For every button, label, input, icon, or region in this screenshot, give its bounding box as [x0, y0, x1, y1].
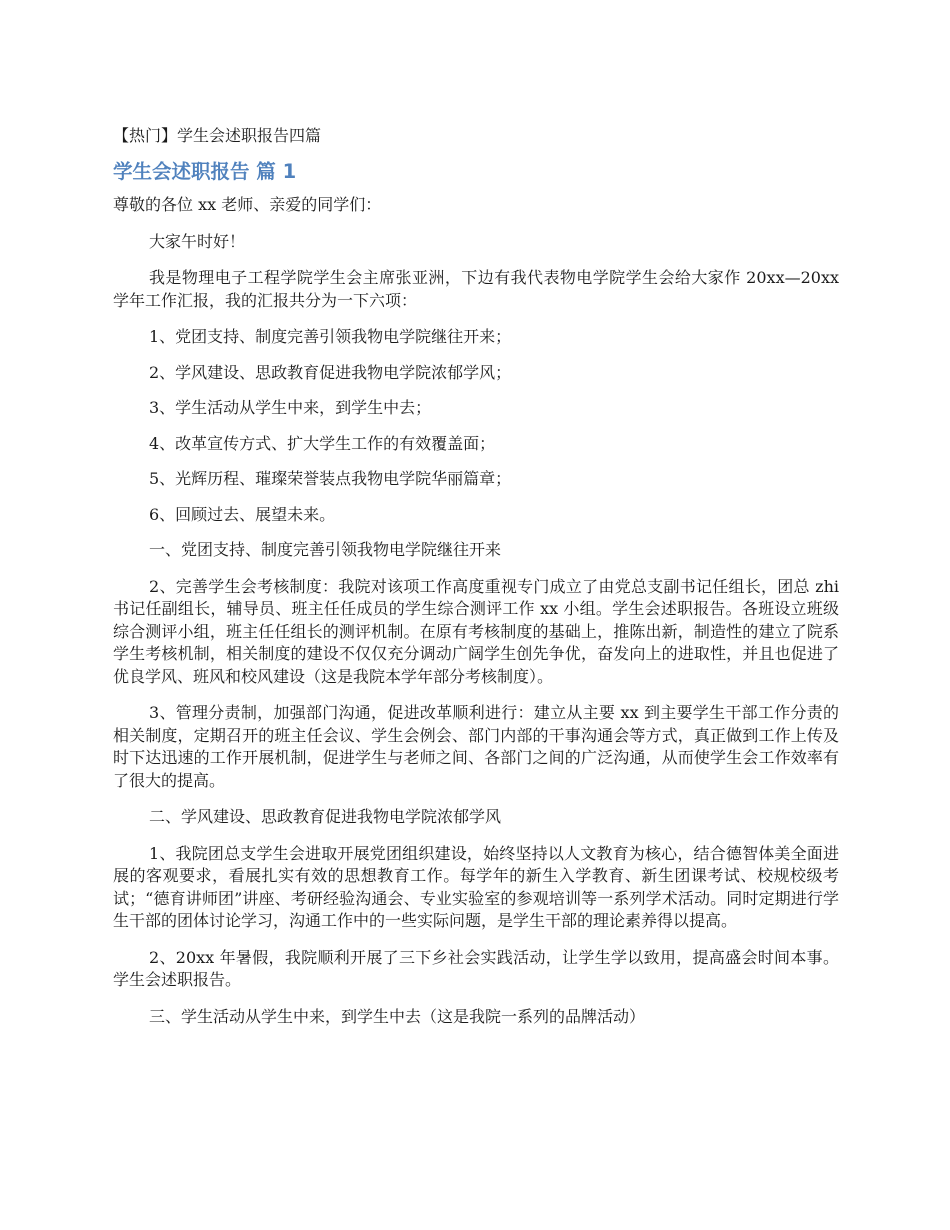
section-heading: 学生会述职报告 篇 1	[113, 160, 297, 183]
section-one-heading: 一、党团支持、制度完善引领我物电学院继往开来	[149, 540, 502, 559]
list-item-3: 3、学生活动从学生中来，到学生中去；	[149, 398, 432, 417]
salutation-paragraph: 尊敬的各位 xx 老师、亲爱的同学们：	[113, 195, 382, 214]
body-paragraph: 2、20xx 年暑假，我院顺利开展了三下乡社会实践活动，让学生学以致用，提高盛会时间本事。学生会述职报告。	[113, 947, 839, 989]
section-three-heading: 三、学生活动从学生中来，到学生中去（这是我院一系列的品牌活动）	[149, 1006, 646, 1026]
list-item-6: 6、回顾过去、展望未来。	[149, 504, 336, 524]
document-page	[113, 124, 839, 1042]
list-item-4: 4、改革宣传方式、扩大学生工作的有效覆盖面；	[149, 433, 496, 453]
list-item-1: 1、党团支持、制度完善引领我物电学院继往开来；	[149, 327, 512, 346]
section-two-heading: 二、学风建设、思政教育促进我物电学院浓郁学风	[149, 807, 502, 826]
intro-paragraph: 我是物理电子工程学院学生会主席张亚洲，下边有我代表物电学院学生会给大家作 20xx—20xx 学年工作汇报，我的汇报共分为一下六项：	[113, 268, 839, 310]
body-paragraph: 2、完善学生会考核制度：我院对该项工作高度重视专门成立了由党总支副书记任组长，团总 zhi 书记任副组长，辅导员、班主任任成员的学生综合测评工作 xx 小组。学生会述职报告。各班设立班级综合测评小组，班主任任组长的测评机制。在原有考核制度的基础上，推陈出新，制造性的建立了院系学生考核机制，相关制度的建设不仅仅充分调动广阔学生创先争优，奋发向上的进取性，并且也促进了优良学风、班风和校风建设（这是我院本学年部分考核制度）。	[113, 576, 839, 686]
document-title: 【热门】学生会述职报告四篇	[113, 126, 322, 145]
body-paragraph: 3、管理分责制，加强部门沟通，促进改革顺利进行：建立从主要 xx 到主要学生干部工作分责的相关制度，定期召开的班主任会议、学生会例会、部门内部的干事沟通会等方式，真正做到工作上传及时下达迅速的工作开展机制，促进学生与老师之间、各部门之间的广泛沟通，从而使学生会工作效率有了很大的提高。	[113, 703, 839, 790]
greeting-paragraph: 大家午时好！	[149, 231, 246, 251]
list-item-2: 2、学风建设、思政教育促进我物电学院浓郁学风；	[149, 362, 512, 382]
list-item-5: 5、光辉历程、璀璨荣誉装点我物电学院华丽篇章；	[149, 469, 512, 488]
body-paragraph: 1、我院团总支学生会进取开展党团组织建设，始终坚持以人文教育为核心，结合德智体美全面进展的客观要求，看展扎实有效的思想教育工作。每学年的新生入学教育、新生团课考试、校规校级考试；“德育讲师团”讲座、考研经验沟通会、专业实验室的参观培训等一系列学术活动。同时定期进行学生干部的团体讨论学习，沟通工作中的一些实际问题，是学生干部的理论素养得以提高。	[113, 843, 839, 930]
